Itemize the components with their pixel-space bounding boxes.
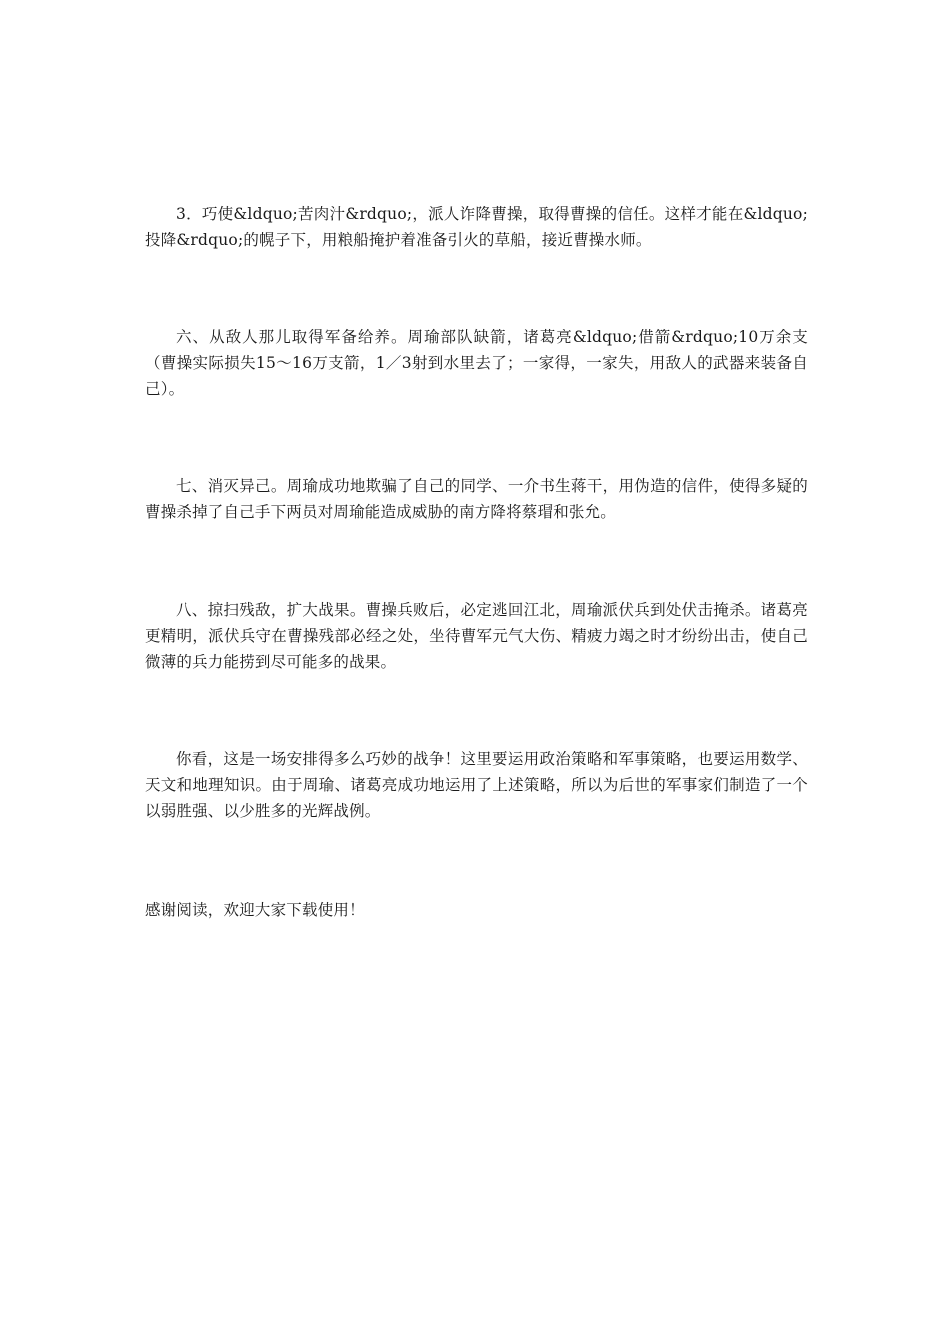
paragraph-thanks: 感谢阅读，欢迎大家下载使用！ (145, 901, 365, 919)
paragraph-bitter-meat-ruse: 3．巧使&ldquo;苦肉汁&rdquo;，派人诈降曹操，取得曹操的信任。这样才能在&ldquo;投降&rdquo;的幌子下，用粮船掩护着准备引火的草船，接近曹操水师。 (145, 205, 808, 249)
paragraph-six-supplies-from-enemy: 六、从敌人那儿取得军备给养。周瑜部队缺箭，诸葛亮&ldquo;借箭&rdquo;10万余支（曹操实际损失15～16万支箭，1／3射到水里去了；一家得，一家失，用敌人的武器来装备自己）。 (145, 328, 808, 398)
paragraph-seven-eliminate-dissidents: 七、消灭异己。周瑜成功地欺骗了自己的同学、一介书生蒋干，用伪造的信件，使得多疑的曹操杀掉了自己手下两员对周瑜能造成威胁的南方降将蔡瑁和张允。 (145, 477, 808, 521)
paragraph-eight-sweep-remnants: 八、掠扫残敌，扩大战果。曹操兵败后，必定逃回江北，周瑜派伏兵到处伏击掩杀。诸葛亮更精明，派伏兵守在曹操残部必经之处，坐待曹军元气大伤、精疲力竭之时才纷纷出击，使自己微薄的兵力能捞到尽可能多的战果。 (145, 601, 808, 671)
paragraph-conclusion: 你看，这是一场安排得多么巧妙的战争！这里要运用政治策略和军事策略，也要运用数学、天文和地理知识。由于周瑜、诸葛亮成功地运用了上述策略，所以为后世的军事家们制造了一个以弱胜强、以少胜多的光辉战例。 (145, 750, 808, 820)
